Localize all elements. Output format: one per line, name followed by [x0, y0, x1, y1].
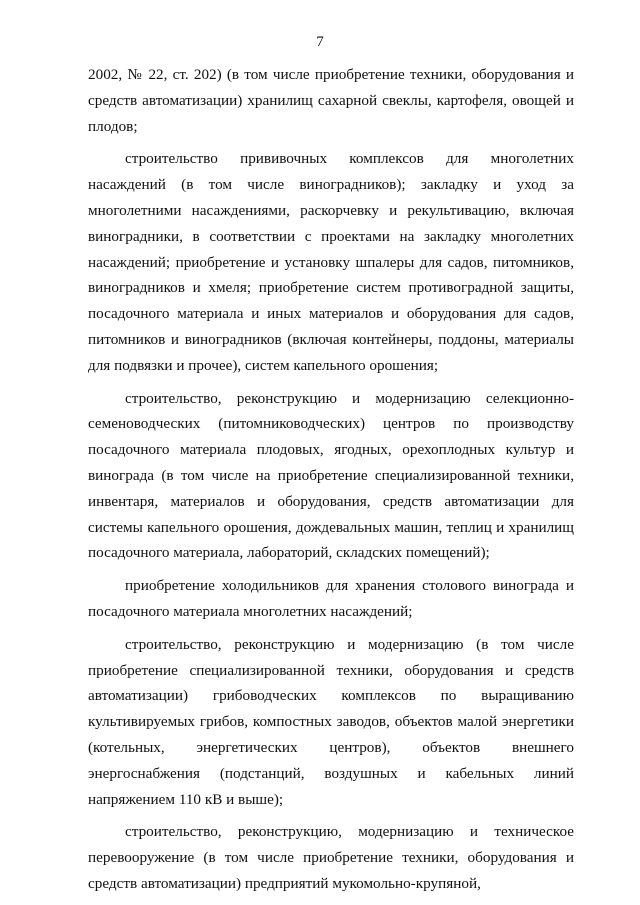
document-body	[88, 62, 574, 897]
paragraph-mushroom-complexes: строительство, реконструкцию и модернизацию (в том числе приобретение специализированной техники, оборудования и средств автоматизации) грибоводческих комплексов по выращиванию культивируемых грибов, компостных заводов, объектов малой энергетики (котельных, энергетических центров), объектов внешнего энергоснабжения (подстанций, воздушных и кабельных линий напряжением 110 кВ и выше);	[88, 635, 574, 808]
paragraph-milling-enterprises: строительство, реконструкцию, модернизацию и техническое перевооружение (в том числе приобретение техники, оборудования и средств автоматизации) предприятий мукомольно-крупяной,	[88, 823, 574, 892]
paragraph-continuation: 2002, № 22, ст. 202) (в том числе приобретение техники, оборудования и средств автоматизации) хранилищ сахарной свеклы, картофеля, овощей и плодов;	[88, 66, 574, 135]
paragraph-breeding-centers: строительство, реконструкцию и модернизацию селекционно-семеноводческих (питомниководческих) центров по производству посадочного материала плодовых, ягодных, орехоплодных культур и винограда (в том числе на приобретение специализированной техники, инвентаря, материалов и оборудования, средств автоматизации для системы капельного орошения, дождевальных машин, теплиц и хранилищ посадочного материала, лабораторий, складских помещений);	[88, 389, 574, 562]
paragraph-refrigerators: приобретение холодильников для хранения столового винограда и посадочного материала многолетних насаждений;	[88, 577, 574, 620]
page-number: 7	[316, 34, 324, 50]
paragraph-grafting-complexes: строительство прививочных комплексов для многолетних насаждений (в том числе виноградников); закладку и уход за многолетними насаждениями, раскорчевку и рекультивацию, включая виноградники, в соответствии с проектами на закладку многолетних насаждений; приобретение и установку шпалеры для садов, питомников, виноградников и хмеля; приобретение систем противоградной защиты, посадочного материала и иных материалов и оборудования для садов, питомников и виноградников (включая контейнеры, поддоны, материалы для подвязки и прочее), систем капельного орошения;	[88, 150, 574, 374]
